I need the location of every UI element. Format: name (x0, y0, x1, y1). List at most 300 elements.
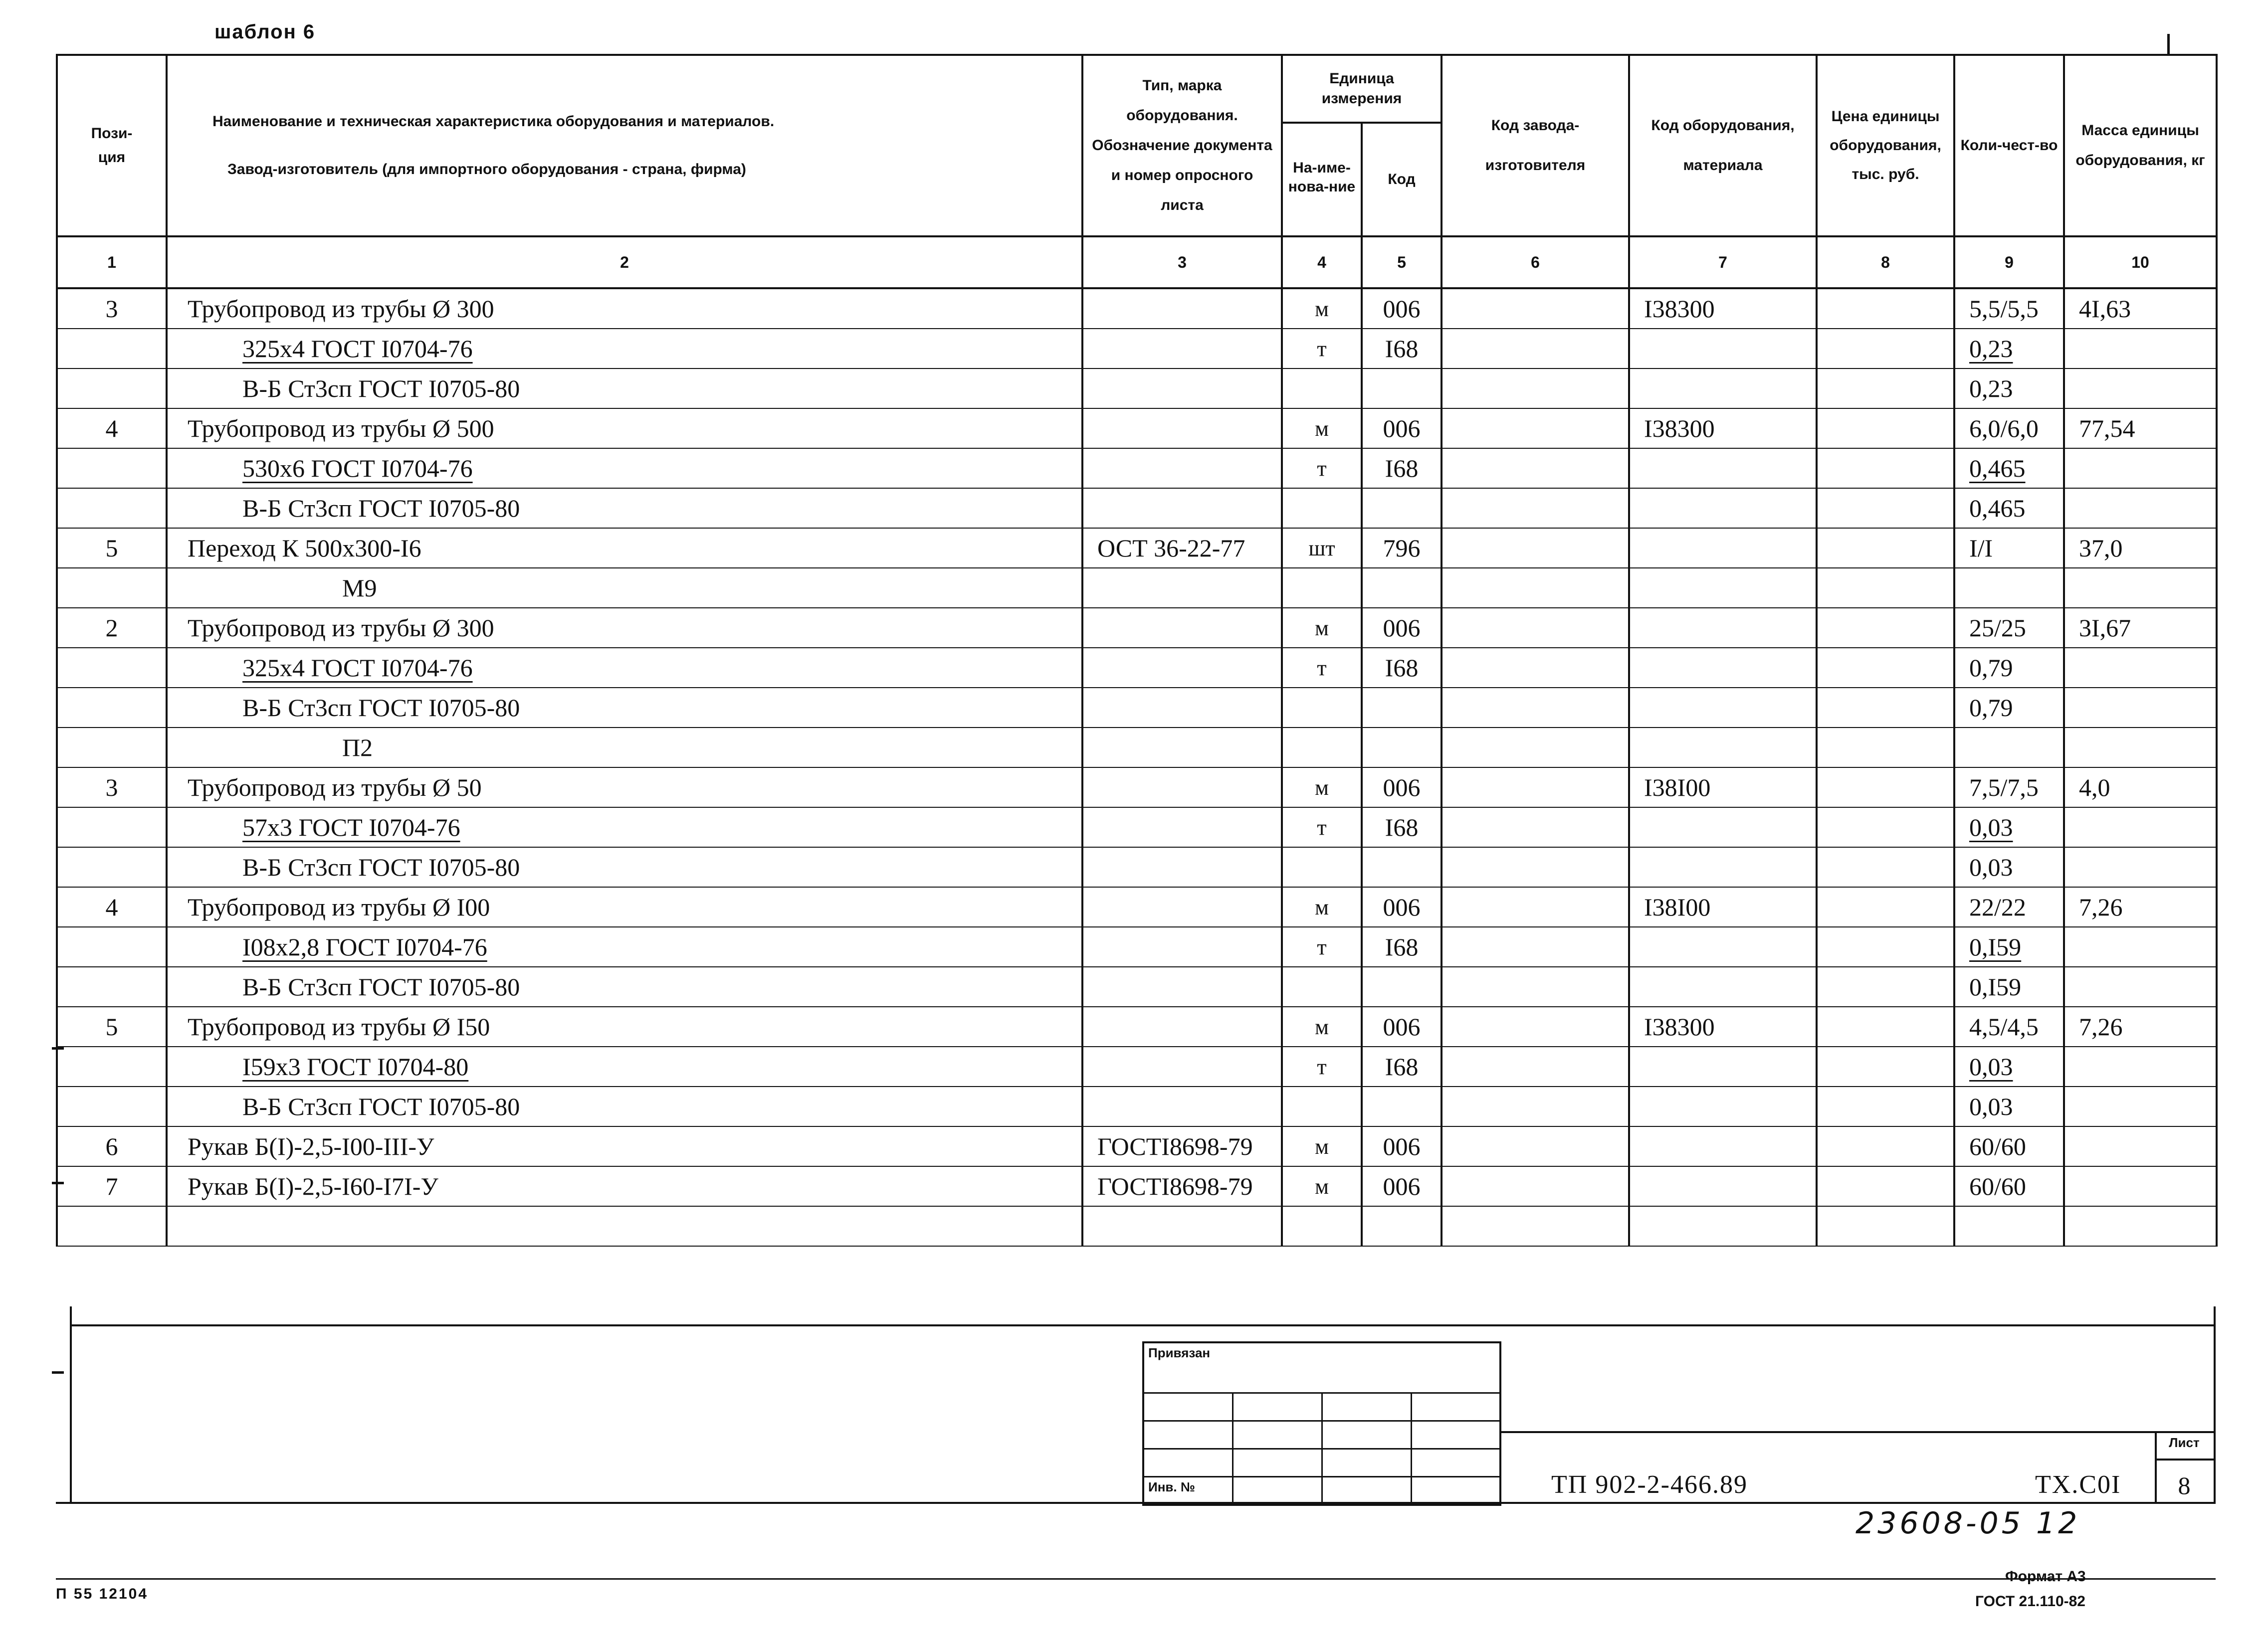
row-unit-name-text: м (1315, 1014, 1329, 1039)
table-row (57, 1126, 2217, 1166)
row-unit-code-text: 006 (1383, 295, 1421, 323)
row-quantity (1954, 329, 2064, 368)
row-material-code (1629, 528, 1817, 568)
row-name (167, 927, 1082, 967)
col-price-header (1817, 55, 1954, 236)
row-position (57, 887, 167, 927)
row-unit-name (1282, 1126, 1362, 1166)
row-quantity (1954, 887, 2064, 927)
row-position (57, 927, 167, 967)
row-unit-code-text: 006 (1383, 1013, 1421, 1041)
row-document (1082, 1087, 1282, 1126)
table-row (57, 608, 2217, 648)
col-material-code-header (1629, 55, 1817, 236)
row-plant-code (1442, 648, 1629, 688)
row-name (167, 488, 1082, 528)
row-mass (2064, 927, 2217, 967)
row-price (1817, 288, 1954, 329)
row-material-code (1629, 807, 1817, 847)
row-name (167, 1166, 1082, 1206)
row-mass-text: 4,0 (2079, 773, 2110, 801)
col-type-header (1082, 55, 1282, 236)
row-document (1082, 568, 1282, 608)
row-name (167, 1047, 1082, 1087)
row-name-text: Трубопровод из трубы Ø I00 (188, 893, 490, 921)
row-position (57, 448, 167, 488)
row-material-code (1629, 448, 1817, 488)
col-unit-name-header-text: На-име-нова-ние (1288, 159, 1356, 195)
row-name (167, 448, 1082, 488)
gost-label: ГОСТ 21.110-82 (1975, 1593, 2085, 1610)
row-plant-code (1442, 448, 1629, 488)
row-material-code-text: I38I00 (1644, 893, 1711, 921)
row-mass (2064, 288, 2217, 329)
row-quantity (1954, 927, 2064, 967)
row-plant-code (1442, 1206, 1629, 1246)
row-unit-name (1282, 528, 1362, 568)
row-material-code (1629, 1007, 1817, 1047)
row-name-text: Трубопровод из трубы Ø 500 (188, 414, 494, 442)
row-name (167, 688, 1082, 728)
row-unit-code (1362, 488, 1442, 528)
row-mass (2064, 688, 2217, 728)
row-document (1082, 887, 1282, 927)
row-material-code (1629, 927, 1817, 967)
row-unit-name-text: т (1317, 655, 1327, 680)
row-mass (2064, 767, 2217, 807)
row-unit-code-text: 006 (1383, 773, 1421, 801)
row-position-text: 2 (105, 614, 118, 642)
row-unit-name (1282, 807, 1362, 847)
row-quantity (1954, 368, 2064, 408)
row-material-code-text: I38300 (1644, 414, 1715, 442)
row-position-text: 6 (105, 1132, 118, 1160)
row-unit-name (1282, 488, 1362, 528)
table-row (57, 887, 2217, 927)
row-name-text: Переход К 500х300-I6 (188, 534, 421, 562)
row-unit-code-text: 796 (1383, 534, 1421, 562)
row-name (167, 648, 1082, 688)
col-name-header-line1: Наименование и техническая характеристика оборудования и материалов. (212, 113, 775, 130)
row-name (167, 608, 1082, 648)
table-row (57, 488, 2217, 528)
row-quantity-text: 0,465 (1969, 494, 2026, 522)
row-quantity (1954, 1047, 2064, 1087)
row-document (1082, 288, 1282, 329)
row-position (57, 847, 167, 887)
row-unit-code (1362, 967, 1442, 1007)
row-document (1082, 967, 1282, 1007)
row-name-text: В-Б Ст3сп ГОСТ I0705-80 (242, 374, 520, 402)
table-row (57, 688, 2217, 728)
row-mass (2064, 408, 2217, 448)
row-name (167, 807, 1082, 847)
row-quantity-text: 5,5/5,5 (1969, 295, 2039, 323)
row-unit-name (1282, 1047, 1362, 1087)
row-unit-name-text: м (1315, 895, 1329, 919)
row-unit-code (1362, 887, 1442, 927)
col-name-header-line2: Завод-изготовитель (для импортного оборудования - страна, фирма) (227, 161, 746, 178)
row-unit-name-text: т (1317, 456, 1327, 481)
row-position (57, 488, 167, 528)
column-numbers-row (57, 236, 2217, 288)
col-quantity-header (1954, 55, 2064, 236)
row-document (1082, 1166, 1282, 1206)
row-mass (2064, 608, 2217, 648)
frame-left-border (70, 1306, 72, 1503)
row-position (57, 408, 167, 448)
row-quantity (1954, 688, 2064, 728)
row-unit-code-text: I68 (1385, 1053, 1419, 1081)
row-plant-code (1442, 288, 1629, 329)
row-unit-code-text: 006 (1383, 893, 1421, 921)
inventory-label: Инв. № (1143, 1477, 1233, 1505)
row-unit-name (1282, 887, 1362, 927)
row-plant-code (1442, 408, 1629, 448)
row-name (167, 1126, 1082, 1166)
row-mass-text: 3I,67 (2079, 614, 2131, 642)
row-name (167, 288, 1082, 329)
row-document (1082, 608, 1282, 648)
row-price (1817, 408, 1954, 448)
row-unit-name-text: м (1315, 416, 1329, 441)
row-unit-code-text: I68 (1385, 933, 1419, 961)
column-number: 10 (2064, 236, 2217, 288)
row-document (1082, 408, 1282, 448)
col-unit-name-header (1282, 123, 1362, 236)
row-price (1817, 728, 1954, 767)
row-name-text: В-Б Ст3сп ГОСТ I0705-80 (242, 1093, 520, 1120)
row-mass (2064, 728, 2217, 767)
row-unit-name (1282, 568, 1362, 608)
frame-divider (70, 1324, 2215, 1326)
row-plant-code (1442, 967, 1629, 1007)
row-quantity-text: 22/22 (1969, 893, 2026, 921)
row-name-text: Трубопровод из трубы Ø I50 (188, 1013, 490, 1041)
row-plant-code (1442, 608, 1629, 648)
row-material-code (1629, 1047, 1817, 1087)
row-quantity (1954, 408, 2064, 448)
row-plant-code (1442, 1087, 1629, 1126)
row-price (1817, 648, 1954, 688)
row-unit-name (1282, 927, 1362, 967)
row-quantity-text: 0,79 (1969, 694, 2013, 722)
row-name-text: 325х4 ГОСТ I0704-76 (242, 335, 473, 363)
col-mass-header-text: Масса единицы оборудования, кг (2075, 122, 2205, 169)
table-row (57, 288, 2217, 329)
row-mass-text: 77,54 (2079, 414, 2135, 442)
table-row (57, 1206, 2217, 1246)
row-mass (2064, 1126, 2217, 1166)
table-row (57, 728, 2217, 767)
row-unit-code (1362, 568, 1442, 608)
row-document (1082, 847, 1282, 887)
row-position (57, 368, 167, 408)
row-quantity (1954, 488, 2064, 528)
row-quantity (1954, 767, 2064, 807)
row-name-text: Трубопровод из трубы Ø 300 (188, 614, 494, 642)
row-quantity (1954, 608, 2064, 648)
row-name-text: 57х3 ГОСТ I0704-76 (242, 813, 460, 841)
row-unit-name (1282, 608, 1362, 648)
row-material-code (1629, 1206, 1817, 1246)
row-quantity-text: 0,I59 (1969, 933, 2022, 961)
row-price (1817, 1007, 1954, 1047)
column-number: 8 (1817, 236, 1954, 288)
row-mass (2064, 1047, 2217, 1087)
row-price (1817, 568, 1954, 608)
column-number: 3 (1082, 236, 1282, 288)
row-position (57, 1166, 167, 1206)
row-quantity (1954, 1166, 2064, 1206)
corner-mark (2167, 34, 2170, 54)
row-unit-code (1362, 767, 1442, 807)
row-material-code (1629, 728, 1817, 767)
frame-bottom-border (56, 1502, 2216, 1504)
row-plant-code (1442, 1007, 1629, 1047)
row-mass (2064, 967, 2217, 1007)
column-number: 1 (57, 236, 167, 288)
table-row (57, 329, 2217, 368)
row-name-text: В-Б Ст3сп ГОСТ I0705-80 (242, 853, 520, 881)
row-plant-code (1442, 1126, 1629, 1166)
row-price (1817, 608, 1954, 648)
row-mass (2064, 1206, 2217, 1246)
row-material-code (1629, 1166, 1817, 1206)
row-plant-code (1442, 368, 1629, 408)
row-plant-code (1442, 329, 1629, 368)
row-material-code (1629, 688, 1817, 728)
row-quantity-text: 0,23 (1969, 335, 2013, 363)
table-row (57, 807, 2217, 847)
row-unit-code (1362, 688, 1442, 728)
row-name (167, 408, 1082, 448)
table-header (57, 55, 2217, 288)
row-quantity-text: 0,I59 (1969, 973, 2022, 1001)
table-row (57, 528, 2217, 568)
row-unit-code-text: I68 (1385, 335, 1419, 363)
row-material-code-text: I38I00 (1644, 773, 1711, 801)
row-unit-name (1282, 967, 1362, 1007)
row-unit-name (1282, 1087, 1362, 1126)
row-position (57, 329, 167, 368)
row-quantity-text: 0,03 (1969, 813, 2013, 841)
row-document (1082, 728, 1282, 767)
row-material-code (1629, 608, 1817, 648)
row-quantity (1954, 1206, 2064, 1246)
row-position-text: 4 (105, 893, 118, 921)
row-price (1817, 967, 1954, 1007)
row-document (1082, 1007, 1282, 1047)
col-quantity-header-text: Коли-чест-во (1960, 137, 2058, 154)
table-row (57, 648, 2217, 688)
row-position (57, 688, 167, 728)
row-name (167, 967, 1082, 1007)
row-quantity (1954, 1087, 2064, 1126)
row-name (167, 728, 1082, 767)
row-price (1817, 887, 1954, 927)
row-name (167, 1007, 1082, 1047)
row-mass-text: 7,26 (2079, 893, 2123, 921)
row-unit-name (1282, 448, 1362, 488)
row-unit-name (1282, 688, 1362, 728)
row-document (1082, 648, 1282, 688)
row-price (1817, 688, 1954, 728)
row-unit-code (1362, 1007, 1442, 1047)
row-quantity-text: 0,03 (1969, 1053, 2013, 1081)
table-row (57, 1087, 2217, 1126)
format-label: Формат А3 (2005, 1568, 2086, 1585)
table-row (57, 767, 2217, 807)
row-position (57, 648, 167, 688)
row-quantity-text: 0,465 (1969, 454, 2026, 482)
row-price (1817, 1087, 1954, 1126)
col-mass-header (2064, 55, 2217, 236)
row-position (57, 608, 167, 648)
row-material-code-text: I38300 (1644, 1013, 1715, 1041)
col-type-header-text: Тип, марка оборудования. Обозначение документа и номер опросного листа (1092, 77, 1272, 213)
row-price (1817, 1126, 1954, 1166)
row-unit-code (1362, 728, 1442, 767)
row-name-text: I08х2,8 ГОСТ I0704-76 (242, 933, 487, 961)
row-quantity (1954, 807, 2064, 847)
row-document-text: ГОСТI8698-79 (1097, 1132, 1253, 1160)
row-material-code (1629, 767, 1817, 807)
column-number: 5 (1362, 236, 1442, 288)
row-price (1817, 767, 1954, 807)
row-unit-name-text: т (1317, 934, 1327, 959)
row-price (1817, 528, 1954, 568)
row-unit-name (1282, 368, 1362, 408)
row-plant-code (1442, 887, 1629, 927)
row-position-text: 5 (105, 534, 118, 562)
row-material-code (1629, 408, 1817, 448)
table-row (57, 1047, 2217, 1087)
row-unit-code (1362, 807, 1442, 847)
row-quantity (1954, 847, 2064, 887)
header-stub-text: шаблон 6 (214, 21, 316, 43)
row-unit-code-text: 006 (1383, 614, 1421, 642)
row-name (167, 767, 1082, 807)
row-unit-code (1362, 368, 1442, 408)
col-unit-header: Единица измерения (1282, 55, 1442, 123)
row-quantity-text: 6,0/6,0 (1969, 414, 2039, 442)
row-price (1817, 847, 1954, 887)
row-mass (2064, 887, 2217, 927)
row-material-code-text: I38300 (1644, 295, 1715, 323)
row-unit-code-text: I68 (1385, 654, 1419, 682)
row-mass-text: 7,26 (2079, 1013, 2123, 1041)
margin-tick (52, 1182, 64, 1184)
row-price (1817, 488, 1954, 528)
table-row (57, 1007, 2217, 1047)
row-price (1817, 927, 1954, 967)
row-unit-code-text: 006 (1383, 1132, 1421, 1160)
table-row (57, 967, 2217, 1007)
row-position-text: 3 (105, 773, 118, 801)
row-mass-text: 37,0 (2079, 534, 2123, 562)
row-unit-code (1362, 648, 1442, 688)
sheet-number: 8 (2178, 1471, 2191, 1499)
row-name-text: В-Б Ст3сп ГОСТ I0705-80 (242, 694, 520, 722)
footer-line (56, 1578, 2216, 1580)
table-row (57, 927, 2217, 967)
row-unit-name-text: м (1315, 775, 1329, 800)
row-unit-code (1362, 288, 1442, 329)
row-quantity (1954, 728, 2064, 767)
row-position (57, 767, 167, 807)
document-code: ТП 902-2-466.89 (1551, 1470, 1748, 1499)
column-number: 6 (1442, 236, 1629, 288)
row-name (167, 1206, 1082, 1246)
row-quantity (1954, 288, 2064, 329)
row-name-text: Трубопровод из трубы Ø 300 (188, 295, 494, 323)
column-number: 2 (167, 236, 1082, 288)
row-name-text: М9 (342, 574, 377, 602)
row-plant-code (1442, 528, 1629, 568)
table-row (57, 448, 2217, 488)
row-mass (2064, 488, 2217, 528)
column-number: 9 (1954, 236, 2064, 288)
row-plant-code (1442, 488, 1629, 528)
row-unit-code (1362, 927, 1442, 967)
row-position (57, 1087, 167, 1126)
row-plant-code (1442, 927, 1629, 967)
row-price (1817, 329, 1954, 368)
row-position (57, 1206, 167, 1246)
row-unit-name (1282, 329, 1362, 368)
row-name (167, 1087, 1082, 1126)
row-price (1817, 807, 1954, 847)
row-name (167, 329, 1082, 368)
row-plant-code (1442, 767, 1629, 807)
row-unit-code-text: I68 (1385, 454, 1419, 482)
row-material-code (1629, 288, 1817, 329)
row-quantity-text: 7,5/7,5 (1969, 773, 2039, 801)
row-unit-name (1282, 767, 1362, 807)
row-quantity-text: 0,03 (1969, 1093, 2013, 1120)
row-quantity-text: 4,5/4,5 (1969, 1013, 2039, 1041)
row-unit-name (1282, 728, 1362, 767)
row-unit-code-text: 006 (1383, 414, 1421, 442)
row-name (167, 528, 1082, 568)
row-quantity-text: 60/60 (1969, 1132, 2026, 1160)
row-name (167, 887, 1082, 927)
row-unit-code (1362, 1087, 1442, 1126)
row-quantity-text: 0,03 (1969, 853, 2013, 881)
row-quantity (1954, 1126, 2064, 1166)
row-position (57, 568, 167, 608)
row-price (1817, 1166, 1954, 1206)
row-unit-code (1362, 1047, 1442, 1087)
sheet-separator (2155, 1459, 2214, 1461)
binding-stamp (1142, 1341, 1501, 1506)
row-material-code (1629, 847, 1817, 887)
row-unit-code (1362, 1206, 1442, 1246)
table-row (57, 847, 2217, 887)
row-position (57, 1007, 167, 1047)
col-unit-code-header: Код (1362, 123, 1442, 236)
row-quantity (1954, 1007, 2064, 1047)
row-unit-code (1362, 528, 1442, 568)
row-plant-code (1442, 847, 1629, 887)
row-position-text: 7 (105, 1172, 118, 1200)
row-position (57, 967, 167, 1007)
row-mass (2064, 1087, 2217, 1126)
row-document-text: ГОСТI8698-79 (1097, 1172, 1253, 1200)
row-quantity (1954, 448, 2064, 488)
row-mass (2064, 1007, 2217, 1047)
